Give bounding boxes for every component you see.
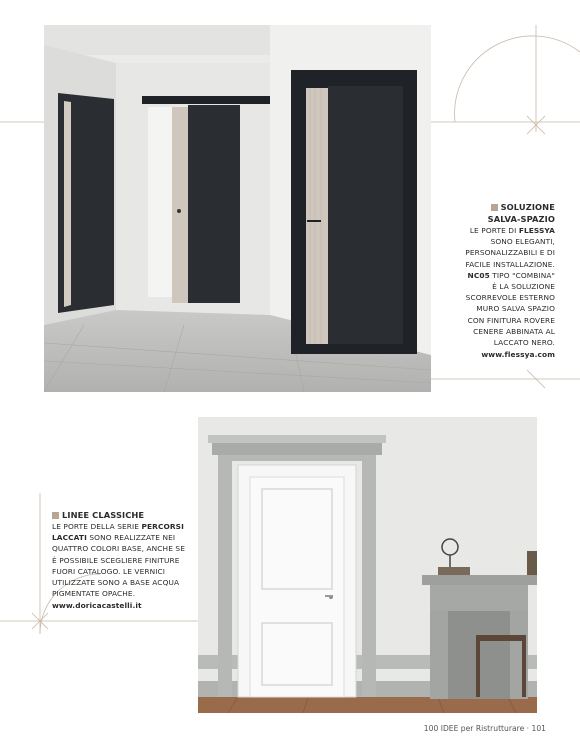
accent-square-icon (491, 204, 498, 211)
caption-line: SONO ELEGANTI, (490, 237, 555, 247)
caption-line: MURO SALVA SPAZIO (476, 304, 555, 314)
caption-line: PIGMENTATE OPACHE. (52, 589, 136, 599)
caption-line: UTILIZZATE SONO A BASE ACQUA (52, 578, 180, 588)
classic-door-illustration (198, 417, 537, 713)
accent-square-icon (52, 512, 59, 519)
caption-soluzione-salva-spazio (405, 201, 555, 360)
caption-line: CENERE ABBINATA AL (473, 326, 555, 336)
caption-heading-line2: SALVA-SPAZIO (487, 214, 555, 224)
caption-line: NC05 TIPO "COMBINA" (467, 270, 555, 280)
caption-line: SCORREVOLE ESTERNO (465, 293, 555, 303)
caption-line: FACILE INSTALLAZIONE. (465, 259, 555, 269)
photo-sliding-doors (44, 25, 431, 392)
caption-heading: SOLUZIONE (405, 201, 555, 213)
flessya-link[interactable]: www.flessya.com (481, 350, 555, 360)
caption-line: LACCATI SONO REALIZZATE NEI (52, 533, 176, 543)
caption-line: È POSSIBILE SCEGLIERE FINITURE (52, 555, 180, 565)
page-folio: 100 IDEE per Ristrutturare · 101 (423, 724, 546, 733)
caption-line: LE PORTE DI FLESSYA (469, 226, 555, 235)
caption-line: PERSONALIZZABILI E DI (465, 248, 555, 258)
photo-classic-door (198, 417, 537, 713)
caption-line: QUATTRO COLORI BASE, ANCHE SE (52, 544, 185, 554)
caption-line: FUORI CATALOGO. LE VERNICI (52, 566, 166, 576)
caption-heading: LINEE CLASSICHE (52, 509, 202, 521)
doricacastelli-link[interactable]: www.doricacastelli.it (52, 601, 142, 611)
sliding-doors-illustration (44, 25, 431, 392)
caption-line: CON FINITURA ROVERE (467, 315, 555, 325)
caption-line: È LA SOLUZIONE (492, 282, 555, 292)
caption-line: LE PORTE DELLA SERIE PERCORSI (52, 522, 184, 531)
caption-linee-classiche (52, 509, 202, 612)
caption-line: LACCATO NERO. (493, 338, 555, 348)
